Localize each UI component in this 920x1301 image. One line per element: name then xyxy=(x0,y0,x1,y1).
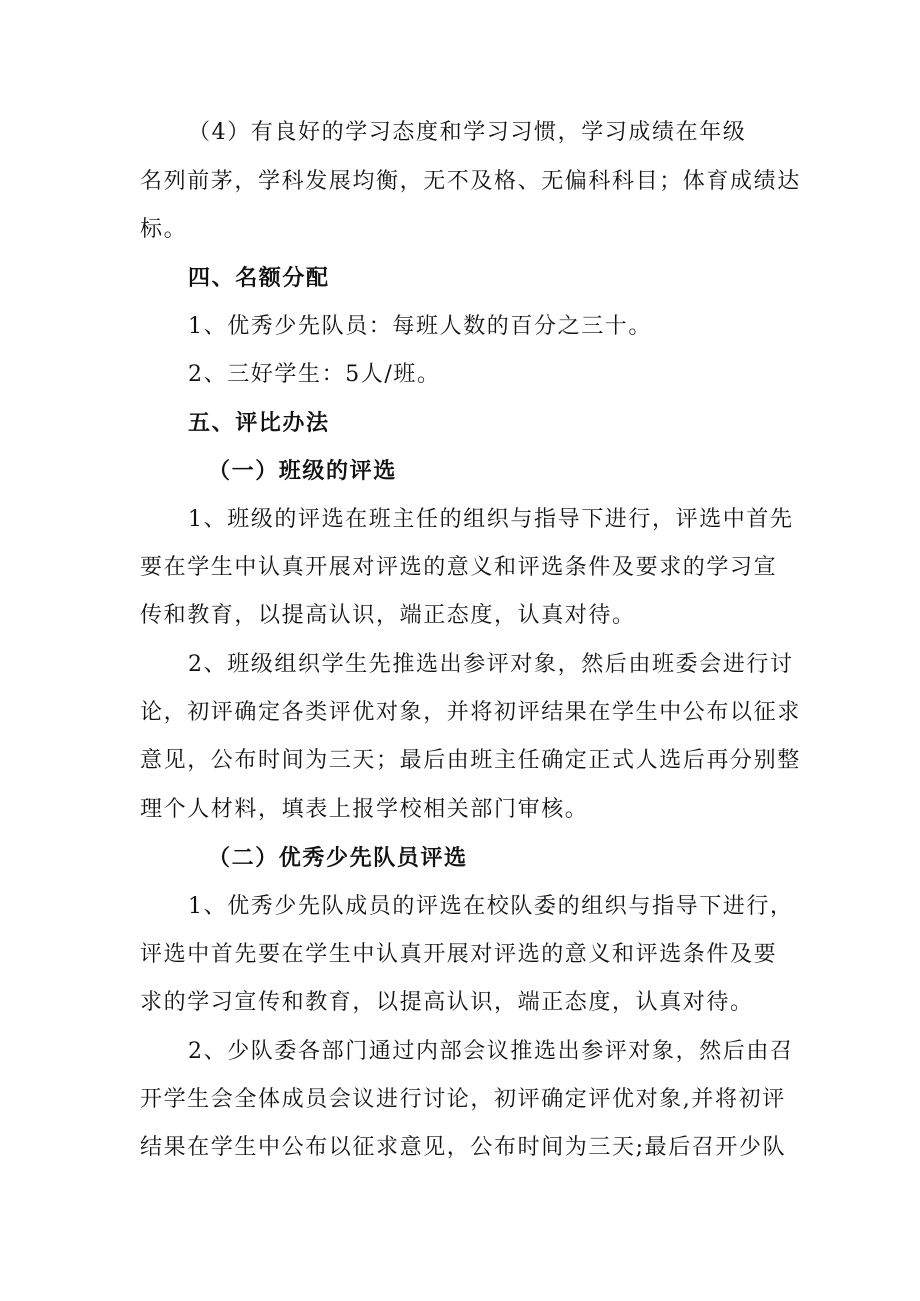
paragraph-line: 1、优秀少先队员：每班人数的百分之三十。 xyxy=(188,314,652,339)
paragraph-line: 名列前茅，学科发展均衡，无不及格、无偏科科目；体育成绩达 xyxy=(140,169,801,194)
subsection-heading-class: （一）班级的评选 xyxy=(208,458,397,484)
paragraph-line: 理个人材料，填表上报学校相关部门审核。 xyxy=(140,797,589,822)
section-heading-method: 五、评比办法 xyxy=(188,410,330,436)
paragraph-line: 要在学生中认真开展对评选的意义和评选条件及要求的学习宣 xyxy=(140,555,778,580)
paragraph-line: 标。 xyxy=(140,217,188,242)
paragraph-line: 2、少队委各部门通过内部会议推选出参评对象，然后由召 xyxy=(188,1039,794,1064)
paragraph-line: 评选中首先要在学生中认真开展对评选的意义和评选条件及要 xyxy=(140,942,778,967)
paragraph-line: 2、三好学生：5人/班。 xyxy=(188,362,441,387)
paragraph-line: （4）有良好的学习态度和学习习惯，学习成绩在年级 xyxy=(188,120,747,145)
subsection-heading-pioneer: （二）优秀少先队员评选 xyxy=(208,845,468,871)
paragraph-line: 论，初评确定各类评优对象，并将初评结果在学生中公布以征求 xyxy=(140,700,801,725)
paragraph-line: 1、优秀少先队成员的评选在校队委的组织与指导下进行， xyxy=(188,894,794,919)
section-heading-quota: 四、名额分配 xyxy=(188,265,330,291)
paragraph-line: 意见，公布时间为三天；最后由班主任确定正式人选后再分别整 xyxy=(140,748,801,773)
paragraph-line: 结果在学生中公布以征求意见，公布时间为三天;最后召开少队 xyxy=(140,1135,787,1160)
paragraph-line: 传和教育，以提高认识，端正态度，认真对待。 xyxy=(140,603,636,628)
paragraph-line: 开学生会全体成员会议进行讨论，初评确定评优对象,并将初评 xyxy=(140,1087,786,1112)
paragraph-line: 1、班级的评选在班主任的组织与指导下进行，评选中首先 xyxy=(188,507,794,532)
paragraph-line: 2、班级组织学生先推选出参评对象，然后由班委会进行讨 xyxy=(188,652,794,677)
paragraph-line: 求的学习宣传和教育，以提高认识，端正态度，认真对待。 xyxy=(140,990,754,1015)
